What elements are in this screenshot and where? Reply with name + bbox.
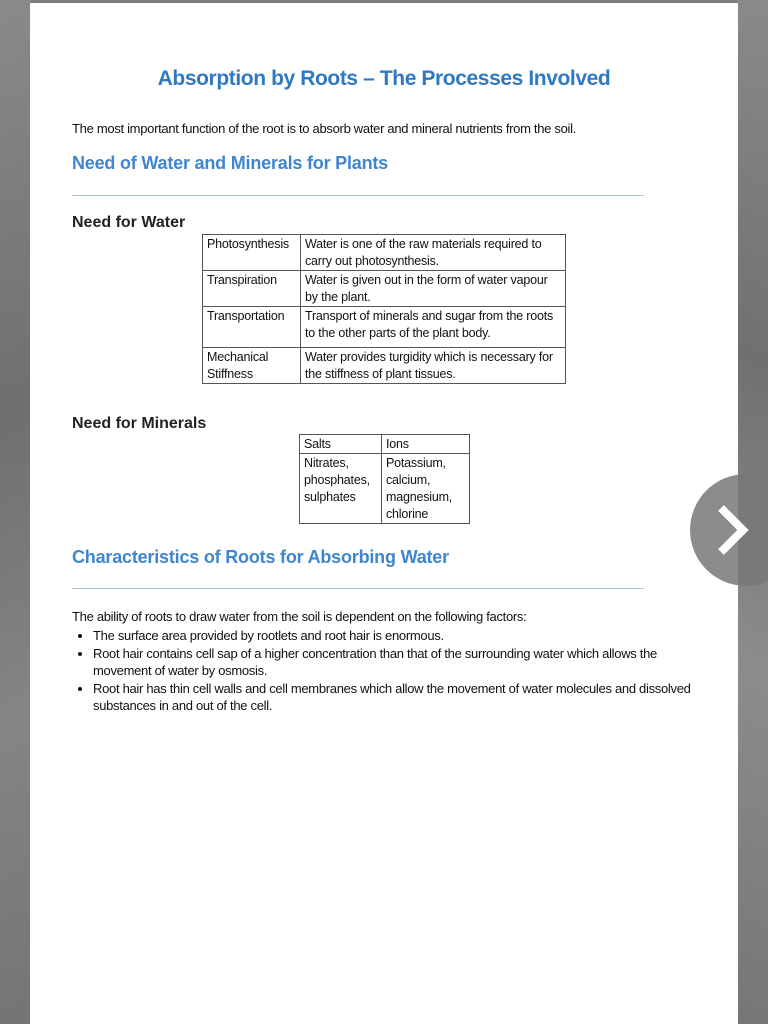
table-cell-term: Photosynthesis [203, 235, 301, 271]
table-row [203, 307, 566, 348]
table-cell-ions: Potassium, calcium, magnesium, chlorine [382, 454, 470, 524]
section-heading-root-characteristics: Characteristics of Roots for Absorbing Water [72, 547, 449, 567]
table-cell-desc: Water is given out in the form of water vapour by the plant. [301, 271, 566, 307]
list-item: • The surface area provided by rootlets and root hair is enormous. [93, 627, 692, 644]
table-cell-desc: Water is one of the raw materials required to carry out photosynthesis. [301, 235, 566, 271]
factors-block [72, 608, 692, 715]
factors-lead: The ability of roots to draw water from the soil is dependent on the following factors: [72, 609, 527, 624]
list-item: • Root hair has thin cell walls and cell membranes which allow the movement of water molecules and dissolved substances in and out of the cell. [93, 680, 692, 714]
subheading-need-for-minerals: Need for Minerals [72, 415, 207, 432]
document-page [30, 3, 738, 1024]
section-divider [72, 588, 644, 589]
table-cell-salts: Nitrates, phosphates, sulphates [300, 454, 382, 524]
page-title: Absorption by Roots – The Processes Involved [157, 67, 611, 90]
factors-list [72, 627, 692, 714]
table-row [203, 348, 566, 384]
minerals-table [299, 434, 470, 524]
table-header-ions: Ions [382, 435, 470, 454]
table-cell-desc: Transport of minerals and sugar from the roots to the other parts of the plant body. [301, 307, 566, 348]
subheading-need-for-water: Need for Water [72, 214, 186, 231]
section-divider [72, 195, 644, 196]
backdrop-left [0, 0, 30, 1024]
table-cell-term: Transpiration [203, 271, 301, 307]
table-header-row [300, 435, 470, 454]
water-needs-table [202, 234, 566, 384]
table-row [203, 235, 566, 271]
table-cell-term: Transportation [203, 307, 301, 348]
chevron-right-icon [712, 502, 752, 558]
table-header-salts: Salts [300, 435, 382, 454]
section-heading-water-minerals: Need of Water and Minerals for Plants [72, 153, 388, 173]
table-cell-desc: Water provides turgidity which is necessary for the stiffness of plant tissues. [301, 348, 566, 384]
intro-paragraph: The most important function of the root is to absorb water and mineral nutrients from the soil. [72, 121, 577, 136]
table-row [300, 454, 470, 524]
table-row [203, 271, 566, 307]
table-cell-term: Mechanical Stiffness [203, 348, 301, 384]
list-item: • Root hair contains cell sap of a higher concentration than that of the surrounding water which allows the movement of water by osmosis. [93, 645, 692, 679]
